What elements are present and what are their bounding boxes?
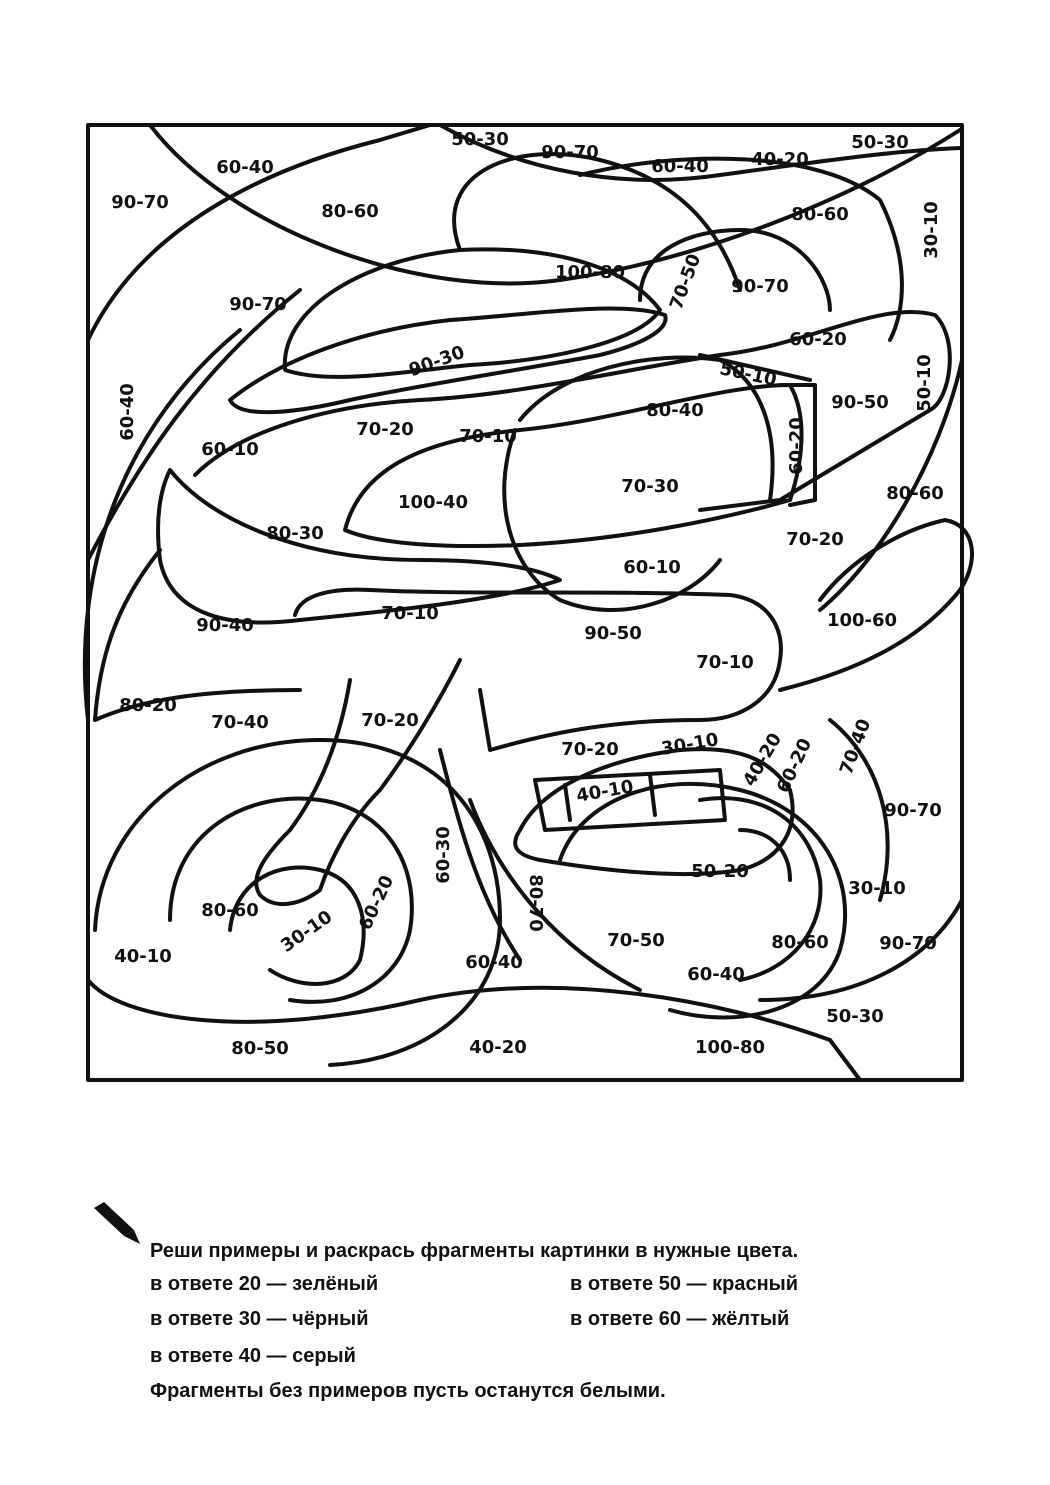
region-label: 70-30 bbox=[621, 476, 679, 497]
rule-yellow: в ответе 60 — жёлтый bbox=[570, 1308, 790, 1330]
rule-green: в ответе 20 — зелёный bbox=[150, 1273, 379, 1295]
region-label: 100-60 bbox=[826, 610, 898, 631]
outline-shape bbox=[345, 385, 802, 546]
region-label: 60-10 bbox=[623, 557, 681, 578]
region-label: 60-20 bbox=[789, 329, 847, 350]
region-label: 90-70 bbox=[111, 192, 169, 213]
region-label: 60-30 bbox=[433, 826, 454, 884]
region-label: 80-60 bbox=[771, 932, 829, 953]
region-label: 90-50 bbox=[831, 392, 889, 413]
region-label: 100-80 bbox=[694, 1037, 766, 1058]
region-label: 40-20 bbox=[469, 1037, 527, 1058]
region-label: 40-20 bbox=[739, 729, 787, 790]
region-label: 40-10 bbox=[114, 946, 172, 967]
region-label: 60-20 bbox=[786, 417, 807, 475]
region-label: 60-40 bbox=[465, 952, 523, 973]
region-label: 90-40 bbox=[196, 615, 254, 636]
region-label: 100-80 bbox=[554, 262, 626, 283]
instructions-title: Реши примеры и раскрась фрагменты картинки в нужные цвета. bbox=[150, 1240, 799, 1262]
region-label: 50-30 bbox=[451, 129, 509, 150]
region-label: 70-10 bbox=[459, 426, 517, 447]
region-label: 40-20 bbox=[751, 149, 809, 170]
region-label: 80-60 bbox=[201, 900, 259, 921]
region-label: 70-50 bbox=[607, 930, 665, 951]
instructions-footer: Фрагменты без примеров пусть останутся белыми. bbox=[150, 1380, 666, 1402]
region-label: 70-20 bbox=[361, 710, 419, 731]
region-label: 90-70 bbox=[879, 933, 937, 954]
region-label: 50-10 bbox=[717, 358, 779, 391]
outline-curve bbox=[85, 330, 240, 720]
region-label: 90-30 bbox=[406, 341, 468, 382]
region-label: 70-50 bbox=[665, 251, 706, 313]
region-label: 60-40 bbox=[216, 157, 274, 178]
region-label: 70-40 bbox=[835, 716, 876, 778]
region-label: 90-70 bbox=[884, 800, 942, 821]
region-label: 70-40 bbox=[211, 712, 269, 733]
region-label: 40-10 bbox=[574, 776, 636, 807]
region-label: 70-10 bbox=[696, 652, 754, 673]
region-label: 70-20 bbox=[786, 529, 844, 550]
region-label: 90-70 bbox=[731, 276, 789, 297]
region-label: 50-30 bbox=[851, 132, 909, 153]
region-label: 90-70 bbox=[541, 142, 599, 163]
region-label: 60-40 bbox=[687, 964, 745, 985]
region-label: 80-20 bbox=[119, 695, 177, 716]
rule-black: в ответе 30 — чёрный bbox=[150, 1308, 369, 1330]
region-label: 80-30 bbox=[266, 523, 324, 544]
region-label: 60-20 bbox=[772, 735, 817, 797]
outline-shape bbox=[650, 775, 655, 815]
rule-red: в ответе 50 — красный bbox=[570, 1273, 799, 1295]
rule-gray: в ответе 40 — серый bbox=[150, 1345, 356, 1367]
region-label: 60-10 bbox=[201, 439, 259, 460]
region-label: 60-20 bbox=[354, 872, 399, 934]
region-label: 30-10 bbox=[277, 906, 337, 957]
outline-shape bbox=[565, 785, 570, 820]
region-label: 60-40 bbox=[117, 383, 138, 441]
region-label: 60-40 bbox=[651, 156, 709, 177]
region-label: 70-20 bbox=[356, 419, 414, 440]
region-label: 80-40 bbox=[646, 400, 704, 421]
region-label: 80-70 bbox=[525, 874, 546, 932]
region-label: 70-10 bbox=[381, 603, 439, 624]
region-label: 30-10 bbox=[848, 878, 906, 899]
region-label: 90-70 bbox=[229, 294, 287, 315]
region-label: 30-10 bbox=[921, 201, 942, 259]
region-label: 80-50 bbox=[231, 1038, 289, 1059]
outline-shape bbox=[580, 159, 902, 340]
region-label: 30-10 bbox=[659, 729, 721, 760]
region-label: 50-10 bbox=[914, 354, 935, 412]
region-label: 70-20 bbox=[561, 739, 619, 760]
pencil-icon bbox=[90, 1200, 150, 1250]
outline-shape bbox=[504, 430, 720, 610]
region-label: 90-50 bbox=[584, 623, 642, 644]
region-label: 80-60 bbox=[791, 204, 849, 225]
region-label: 80-60 bbox=[321, 201, 379, 222]
instructions-panel bbox=[90, 1200, 990, 1420]
region-label: 50-30 bbox=[826, 1006, 884, 1027]
region-label: 80-60 bbox=[886, 483, 944, 504]
region-label: 50-20 bbox=[691, 861, 749, 882]
region-label: 100-40 bbox=[397, 492, 469, 513]
